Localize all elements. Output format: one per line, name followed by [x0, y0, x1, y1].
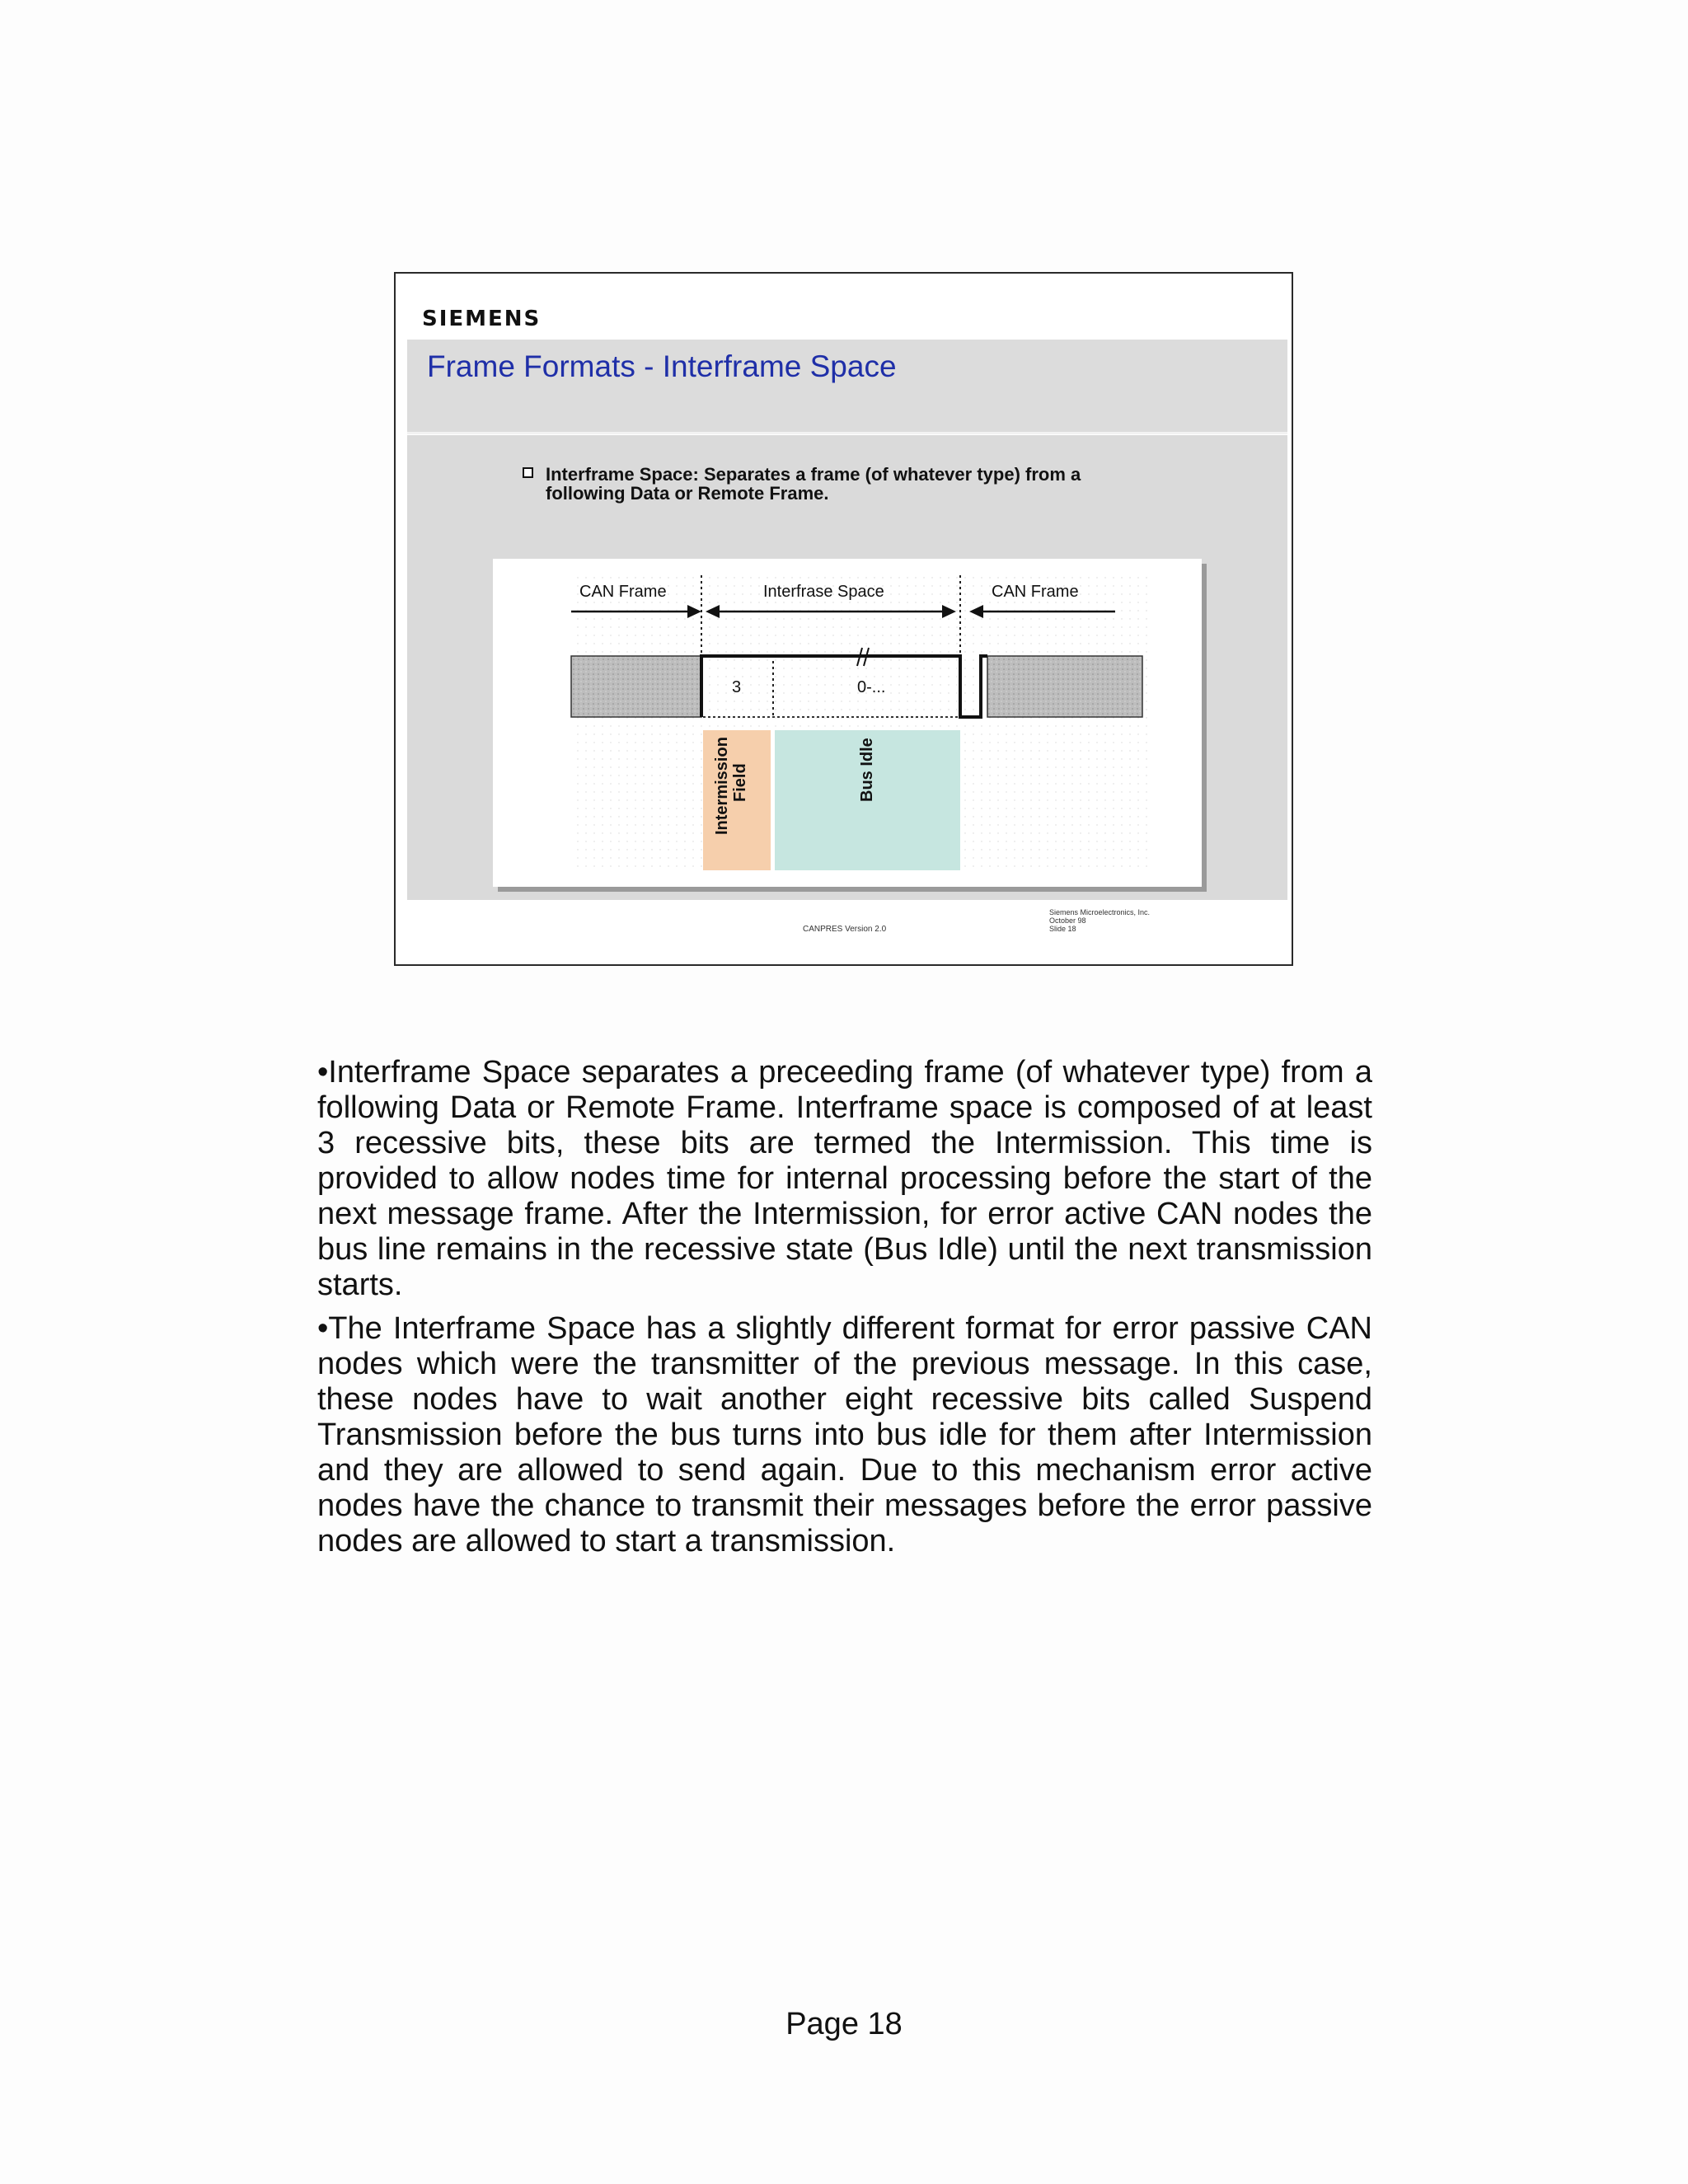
slide-footer-company: Siemens Microelectronics, Inc.	[1049, 908, 1151, 916]
slide-title-band	[407, 340, 1287, 434]
page-number: Page 18	[785, 2007, 903, 2041]
intermission-label-line-1: Intermission	[713, 737, 731, 835]
can-frame-block-right	[987, 656, 1142, 717]
bus-idle-bit-count: 0-...	[857, 678, 886, 696]
siemens-logo: SIEMENS	[422, 307, 542, 331]
diagram-canvas	[493, 559, 1202, 887]
paragraph-2: •The Interframe Space has a slightly different format for error passive CAN nodes which were the transmitter of the previous message. In this case, these nodes have to wait another eight recessive bits called Suspend Transmission before the bus turns into bus idle for them after Intermission and they are allowed to send again. Due to this mechanism error active nodes have the chance to transmit their messages before the error passive nodes are allowed to start a transmission.	[317, 1311, 1372, 1558]
label-can-frame-left: CAN Frame	[579, 583, 667, 601]
slide-image	[394, 272, 1293, 966]
slide-content	[407, 435, 1287, 900]
can-frame-block-left	[571, 656, 701, 717]
slide-footer-date: October 98	[1049, 916, 1086, 925]
slide-bullet	[521, 465, 1147, 503]
interframe-space-diagram	[493, 559, 1202, 887]
slide-footer-info	[1049, 908, 1150, 933]
notes-text	[317, 1055, 1372, 1568]
label-interframe-space: Interfrase Space	[763, 583, 884, 601]
checkbox-bullet-icon	[523, 467, 533, 478]
slide-bullet-line-2: following Data or Remote Frame.	[546, 483, 829, 504]
label-can-frame-right: CAN Frame	[992, 583, 1079, 601]
slide-footer-version: CANPRES Version 2.0	[803, 925, 887, 934]
paragraph-1: •Interframe Space separates a preceeding frame (of whatever type) from a following Data or Remote Frame. Interframe space is composed of at least 3 recessive bits, these bits are termed the Intermission. This time is provided to allow nodes time for internal processing before the start of the next message frame. After the Intermission, for error active CAN nodes the bus line remains in the recessive state (Bus Idle) until the next transmission starts.	[317, 1055, 1372, 1302]
intermission-bit-count: 3	[732, 678, 742, 696]
bus-idle-label: Bus Idle	[858, 738, 876, 802]
slide-bullet-line-1: Interframe Space: Separates a frame (of whatever type) from a	[546, 464, 1081, 485]
slide-footer-slide-number: Slide 18	[1049, 925, 1076, 933]
slide-title: Frame Formats - Interframe Space	[427, 349, 897, 383]
intermission-label-line-2: Field	[731, 763, 749, 802]
